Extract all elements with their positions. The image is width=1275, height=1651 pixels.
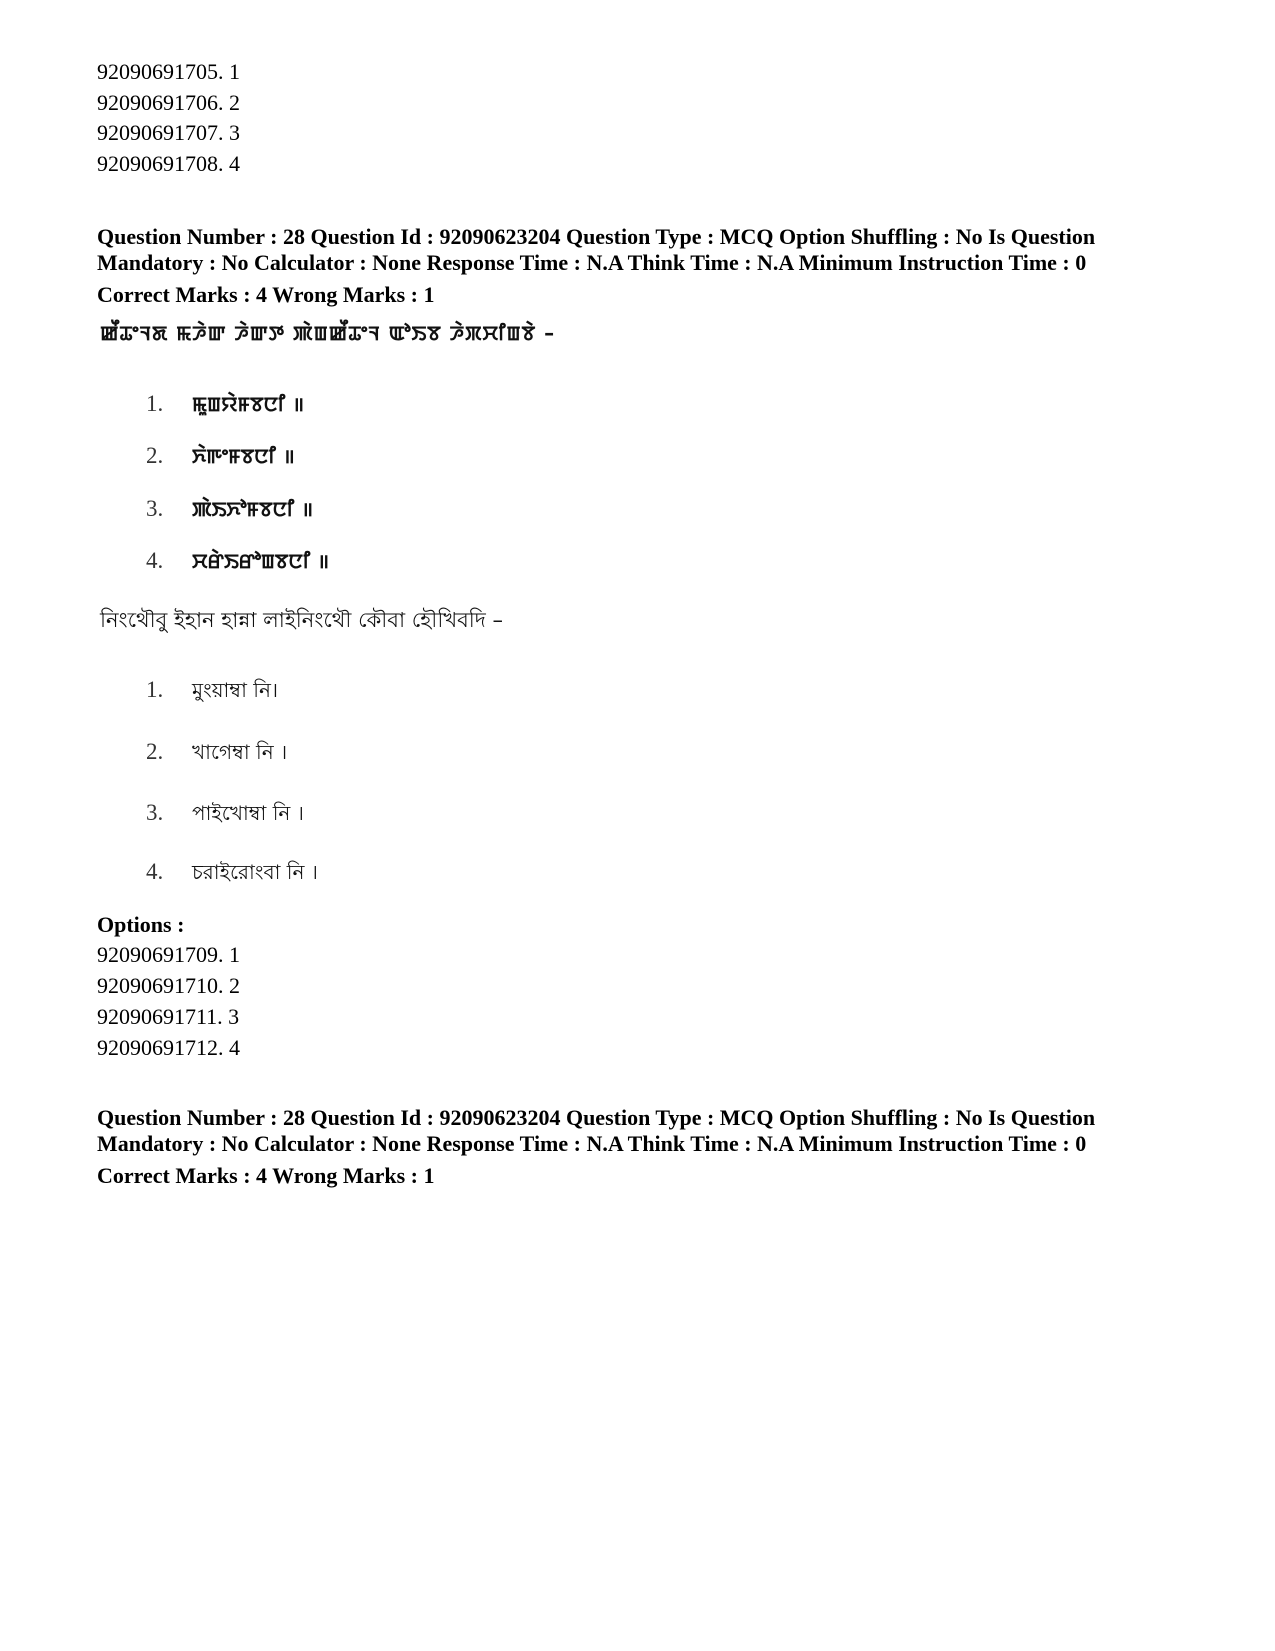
choice-number: 1. [146,391,164,416]
option-id-line: 92090691705. 1 [97,59,240,84]
choice-number: 3. [146,496,164,521]
choice-text: ꯈꯥꯒꯦꯝꯕꯅꯤ ॥ [192,444,295,468]
question-header [97,224,1207,308]
choice-text: ꯃꯨꯡꯌꯥꯝꯕꯅꯤ ॥ [192,392,305,416]
choice-text: মুংয়াম্বা নি। [192,678,279,702]
option-id-line: 92090691707. 3 [97,120,240,145]
choice-text: চরাইরোংবা নি । [192,860,318,884]
option-id-line: 92090691710. 2 [97,973,240,998]
choice-number: 4. [146,548,164,573]
choice-text: ꯆꯔꯥꯏꯔꯣꯡꯕꯅꯤ ॥ [192,549,330,573]
marks-line: Correct Marks : 4 Wrong Marks : 1 [97,1163,435,1188]
choice-text: খাগেম্বা নি । [192,740,288,764]
question-header-line: Mandatory : No Calculator : None Response Time : N.A Think Time : N.A Minimum Instruction Time : 0 [97,1131,1087,1156]
choice-number: 3. [146,800,164,825]
question-header-line: Question Number : 28 Question Id : 92090623204 Question Type : MCQ Option Shuffling : No Is Question [97,1105,1096,1130]
choice-number: 2. [146,443,164,468]
choice-number: 2. [146,739,164,764]
choice-text: ꯄꯥꯏꯈꯣꯝꯕꯅꯤ ॥ [192,497,314,521]
option-id-line: 92090691708. 4 [97,151,240,176]
choice-item [146,674,278,706]
choice-text: পাইখোম্বা নি । [192,801,304,825]
choice-item [146,493,313,525]
choice-item [146,797,304,829]
choice-item [146,736,287,768]
option-id-line: 92090691712. 4 [97,1035,240,1060]
choice-item [146,856,318,888]
question-header-line: Question Number : 28 Question Id : 92090623204 Question Type : MCQ Option Shuffling : No Is Question [97,224,1096,249]
option-id-line: 92090691706. 2 [97,90,240,115]
question-stem-meetei: ꯀꯩꯊꯦꯜꯗ ꯃꯍꯥꯛ ꯍꯥꯛꯇ ꯄꯥꯡꯀꯩꯊꯦꯜ ꯑꯣꯏꯕ ꯍꯥꯞꯆꯤꯡꯕꯥ – [100,321,556,345]
options-label: Options : [97,912,185,937]
marks-line: Correct Marks : 4 Wrong Marks : 1 [97,282,435,307]
choice-number: 1. [146,677,164,702]
question-header-line: Mandatory : No Calculator : None Response Time : N.A Think Time : N.A Minimum Instruction Time : 0 [97,250,1087,275]
choice-item [146,440,295,472]
choice-number: 4. [146,859,164,884]
choice-item [146,388,304,420]
option-id-line: 92090691709. 1 [97,942,240,967]
option-id-line: 92090691711. 3 [97,1004,240,1029]
question-header [97,1105,1207,1189]
choice-item [146,545,329,577]
question-stem-bengali: নিংথৌবু ইহান হান্না লাইনিংথৌ কৌবা হৌখিবদি – [100,608,504,632]
